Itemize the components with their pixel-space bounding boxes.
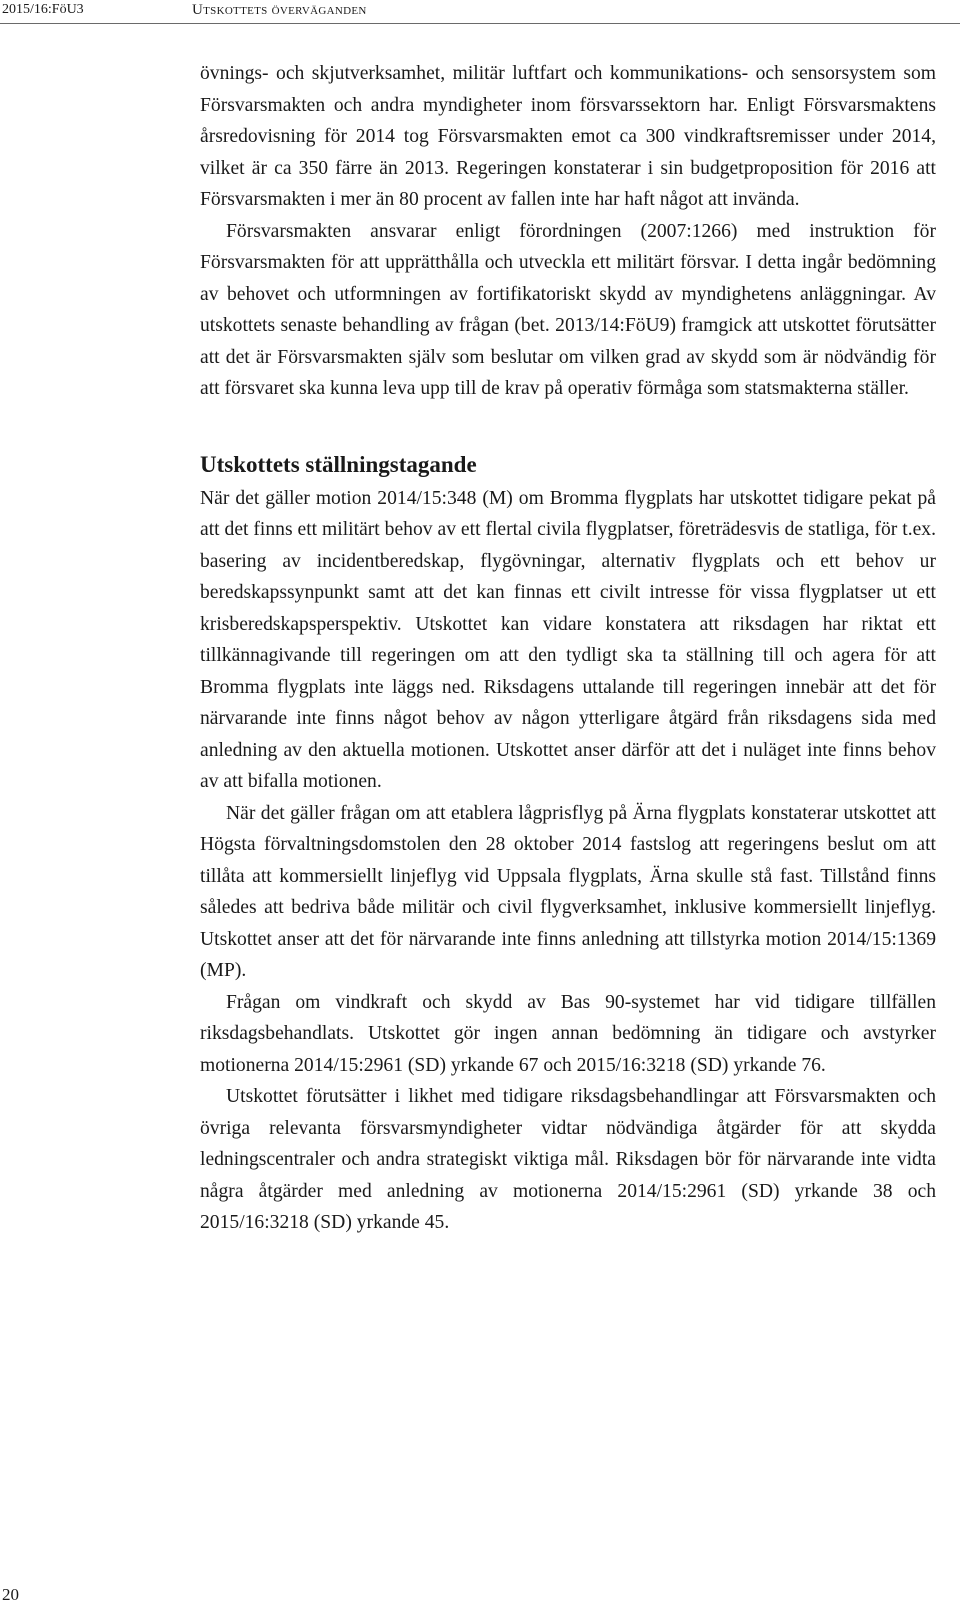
paragraph: Frågan om vindkraft och skydd av Bas 90-systemet har vid tidigare tillfällen riksdagsbehandlats. Utskottet gör ingen annan bedömning än tidigare och avstyrker motionerna 2014/15:2961 (SD) yrkande 67 och 2015/16:3218 (SD) yrkande 76. <box>200 991 936 1076</box>
header-divider <box>0 23 960 24</box>
document-body <box>200 58 936 1239</box>
paragraph: När det gäller frågan om att etablera lågprisflyg på Ärna flygplats konstaterar utskottet att Högsta förvaltningsdomstolen den 28 oktober 2014 fastslog att regeringens beslut om att tillåta att kommersiellt linjeflyg vid Uppsala flygplats, Ärna skulle stå fast. Tillstånd finns således att bedriva både militär och civil flygverksamhet, inklusive kommersiellt linjeflyg. Utskottet anser att det för närvarande inte finns anledning att tillstyrka motion 2014/15:1369 (MP). <box>200 802 936 981</box>
paragraph: Utskottet förutsätter i likhet med tidigare riksdagsbehandlingar att Försvarsmakten och övriga relevanta försvarsmyndigheter vidtar nödvändiga åtgärder för att skydda ledningscentraler och andra strategiskt viktiga mål. Riksdagen bör för närvarande inte vidta några åtgärder med anledning av motionerna 2014/15:2961 (SD) yrkande 38 och 2015/16:3218 (SD) yrkande 45. <box>200 1086 936 1233</box>
page-number: 20 <box>2 1585 19 1604</box>
section-title: Utskottets överväganden <box>192 2 367 18</box>
paragraph: När det gäller motion 2014/15:348 (M) om Bromma flygplats har utskottet tidigare pekat på att det finns ett militärt behov av ett flertal civila flygplatser, företrädesvis de statliga, för t.ex. basering av incidentberedskap, flygövningar, alternativ flygplats och ett behov ur beredskapssynpunkt samt att det kan finnas ett civilt intresse för vissa flygplatser ut ett krisberedskapsperspektiv. Utskottet kan vidare konstatera att riksdagen har riktat ett tillkännagivande till regeringen om att den tydligt ska ta ställning till och agera för att Bromma flygplats inte läggs ned. Riksdagens uttalande till regeringen innebär att det för närvarande inte finns något behov av någon ytterligare åtgärd från riksdagens sida med anledning av den aktuella motionen. Utskottet anser därför att det i nuläget inte finns behov av att bifalla motionen. <box>200 487 936 792</box>
page-header <box>0 0 960 24</box>
section-heading: Utskottets ställningstagande <box>200 451 477 477</box>
paragraph: övnings- och skjutverksamhet, militär luftfart och kommunikations- och sensorsystem som Försvarsmakten och andra myndigheter inom försvarssektorn har. Enligt Försvarsmaktens årsredovisning för 2014 tog Försvarsmakten emot ca 300 vindkraftsremisser under 2014, vilket är ca 350 färre än 2013. Regeringen konstaterar i sin budgetproposition för 2016 att Försvarsmakten i mer än 80 procent av fallen inte har haft något att invända. <box>200 63 936 210</box>
document-id: 2015/16:FöU3 <box>2 2 84 17</box>
paragraph: Försvarsmakten ansvarar enligt förordningen (2007:1266) med instruktion för Försvarsmakten för att upprätthålla och utveckla ett militärt försvar. I detta ingår bedömning av behovet och utformningen av fortifikatoriskt skydd av myndighetens anläggningar. Av utskottets senaste behandling av frågan (bet. 2013/14:FöU9) framgick att utskottet förutsätter att det är Försvarsmakten själv som beslutar om vilken grad av skydd som är nödvändig för att försvaret ska kunna leva upp till de krav på operativ förmåga som statsmakterna ställer. <box>200 220 936 399</box>
